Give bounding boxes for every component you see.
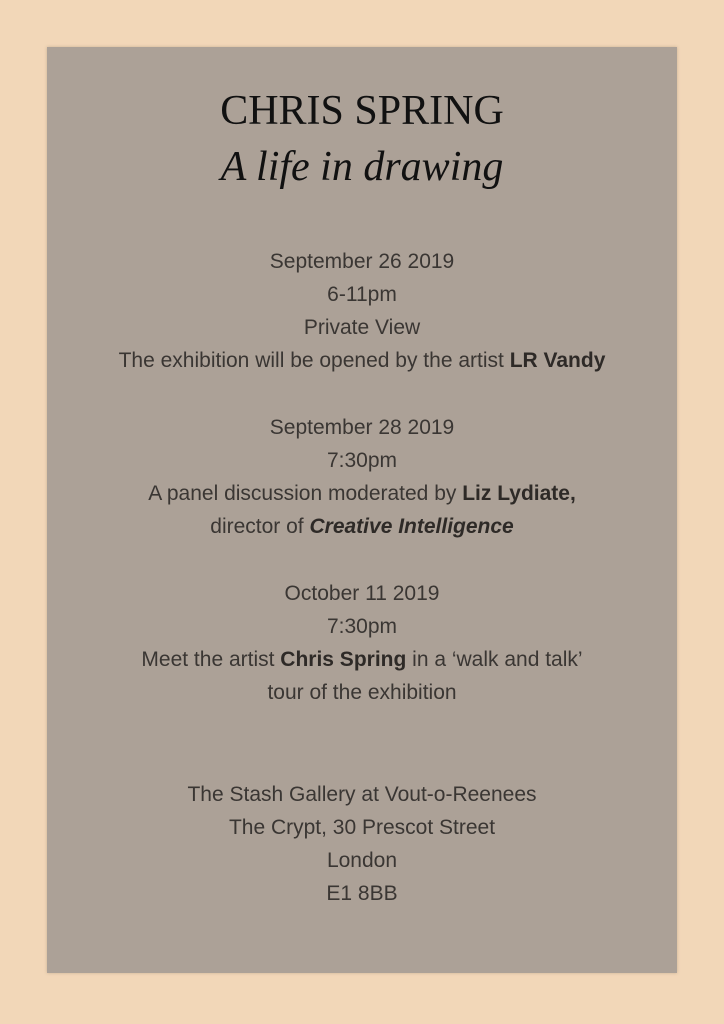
event-block [47,411,677,543]
event-description-text: Meet the artist [141,648,281,671]
event-time: 6-11pm [327,283,397,306]
event-description-text: A panel discussion moderated by [148,482,463,505]
poster-subtitle: A life in drawing [220,144,504,190]
event-description-2: tour of the exhibition [267,681,457,704]
event-description-text: The exhibition will be opened by the artist [118,349,510,372]
event-description [47,344,677,377]
event-date: September 26 2019 [269,250,455,273]
venue-city: London [326,849,398,872]
venue-address [47,778,677,910]
event-description-text: director of [210,515,310,538]
venue-street: The Crypt, 30 Prescot Street [228,816,496,839]
event-description-2 [47,510,677,543]
organization-name: Creative Intelligence [309,515,514,538]
event-date: September 28 2019 [269,416,455,439]
event-block [47,577,677,709]
event-time: 7:30pm [326,615,398,638]
event-name: Private View [303,316,421,339]
event-description [47,643,677,676]
venue-postcode: E1 8BB [326,882,398,905]
artist-name: Chris Spring [280,648,407,671]
poster-panel [47,47,677,973]
artist-name: LR Vandy [509,349,606,372]
event-time: 7:30pm [326,449,398,472]
event-block [47,245,677,377]
venue-name: The Stash Gallery at Vout-o-Reenees [187,783,537,806]
moderator-name: Liz Lydiate, [462,482,576,505]
event-description-text: in a ‘walk and talk’ [406,648,583,671]
event-description [47,477,677,510]
event-date: October 11 2019 [284,582,440,605]
poster-title: CHRIS SPRING [220,88,504,134]
